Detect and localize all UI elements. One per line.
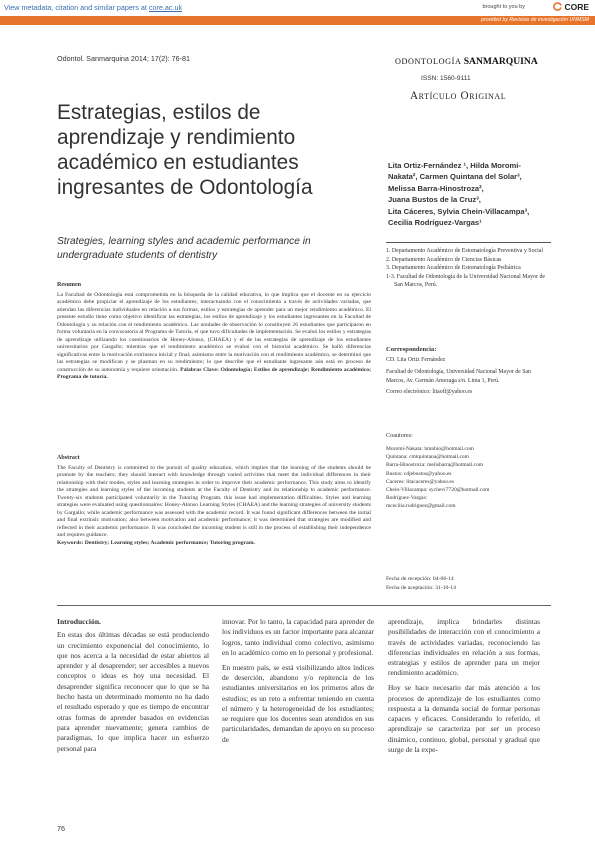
author-line: Juana Bustos de la Cruz³, [388, 195, 481, 205]
abstract-keywords-label: Keywords: [57, 539, 84, 546]
core-logo-text: CORE [564, 2, 589, 12]
core-header-bar [0, 0, 595, 16]
body-paragraph: aprendizaje, implica brindarles distintas posibilidades de interacción con el conocimiento a través de actividades variadas, reconociendo las diferencias individuales en relación a sus formas, estrategias y estilos de aprender para un mejor rendimiento académico. [388, 617, 540, 678]
correspondence-name: CD. Lita Ortiz Fernández [386, 357, 446, 363]
body-column-2 [222, 617, 374, 750]
core-metadata-link[interactable] [4, 3, 182, 12]
brought-to-you-label: brought to you by [482, 4, 525, 10]
coauthor-email[interactable]: Moromi-Nakata: hmnbio@hotmail.com [386, 446, 474, 452]
resumen-heading: Resumen [57, 282, 82, 288]
body-paragraph: innovar. Por lo tanto, la capacidad para aprender de los individuos es un factor importante para alcanzar logros, tanto individual como colectivo, asimismo en lo académico como en lo personal y profesional. [222, 617, 374, 657]
author-line: Lita Cáceres, Sylvia Chein-Villacampa³, [388, 206, 530, 216]
journal-name-part-a: ODONTOLOGÍA [395, 57, 464, 66]
introduction-heading: Introducción. [57, 617, 101, 626]
abstract-text [57, 465, 371, 547]
abstract-keywords-list: Dentistry; Learning styles; Academic performance; Tutoring program. [83, 539, 255, 546]
core-logo[interactable] [553, 2, 589, 12]
body-paragraph: Hoy se hace necesario dar más atención a los procesos de aprendizaje de los estudiantes como respuesta a la demanda social de formar personas capaces y eficaces. Considerando lo referido, el aprendizaje se caracteriza por ser un proceso dinámico, continuo, global, personal y gradual que surge de la expe- [388, 683, 540, 755]
correspondence-email[interactable]: Correo electrónico: litaoff@yahoo.es [386, 389, 473, 396]
correspondence-heading: Correspondencia: [386, 346, 437, 353]
author-list [388, 160, 548, 228]
affiliations [386, 242, 551, 290]
author-line: Melissa Barra-Hinostroza², [388, 183, 484, 193]
body-column-3 [388, 617, 540, 760]
journal-reference: Odontol. Sanmarquina 2014; 17(2): 76-81 [57, 54, 191, 63]
abstract-body: The Faculty of Dentistry is committed to the pursuit of quality education, which implies that the learning of the students should be promote by the teachers; they should interact with knowledge through varied activities that meet the individual differences in their relationship with their modes, styles and learning strategies in order to improve their academic performance. This study aims to identify the strategies and learning styles of the incoming students at the Faculty of Dentistry and its relationship to academic performance. Twenty-six students participated voluntarily in the Tutoring Program, this issue had implementation difficulties. Styles and learning strategies were evaluated using questionnaires: Honey-Alonso Learning Styles (CHAEA) and the learning strategies of university students by Gargallo; while academic performance was assessed with the academic record. It was found significant differences between the initial and final extrinsic motivation; also between motivation and academic performance; it was determined that strategies are modified and reflected in their academic performance. It was concluded the incoming student is still in the process of establishing their independence and requires guidance. [57, 465, 371, 539]
resumen-keywords-list: Odontología; Estilos de aprendizaje; Rendimiento académico; Programa de tutoría. [57, 366, 372, 380]
author-line: Nakata², Carmen Quintana del Solar³, [388, 172, 522, 182]
coauthor-email[interactable]: mcecilia.rodriguez@gmail.com [386, 503, 456, 510]
core-logo-icon [553, 2, 562, 11]
affiliation-item: 1-3. Facultad de Odontología de la Universidad Nacional Mayor de San Marcos, Perú. [386, 274, 546, 289]
resumen-text [57, 292, 371, 381]
journal-name-part-b: SANMARQUINA [463, 56, 538, 67]
journal-name [395, 56, 538, 67]
affiliation-item: 3. Departamento Académico de Estomatología Pediátrica [386, 265, 521, 272]
resumen-body: La Facultad de Odontología está comprometida en la búsqueda de la calidad educativa, lo que implica que el docente en su ejercicio académico debe propiciar el aprendizaje de los estudiantes; interactuando con el conocimiento a través de actividades variadas, que atiendan las diferencias individuales en relación a sus formas, estilos y estrategias de aprender para un mejor rendimiento académico. El presente estudio tiene como objetivo identificar las estrategias, los estilos de aprendizaje y los estudiantes ingresantes en la Facultad de Odontología y su relación con el rendimiento académico. Las unidades de observación lo constituyen 26 estudiantes que participaron en forma voluntaria en la convocatoria al Programa de Tutoría, el que tuvo dificultades de implementación. Se evaluó los estilos y estrategias de aprendizaje utilizando los cuestionarios de Honey-Alonso, (CHAEA) y el de las estrategias de aprendizaje de los estudiantes universitarios por Gargallo; mientras que el rendimiento académico se evaluó con el historial académico. Se halló diferencias significativas entre la motivación extrínseca inicial y final; asimismo entre la motivación con el rendimiento académico, se determinó que las estrategias se modifican y se plasman en su rendimiento; lo que describe que el estudiante ingresante aún está en proceso de construcción de su autonomía y requiere orientación. [57, 292, 371, 373]
coauthors-heading: Coautores: [386, 432, 413, 439]
article-dates [386, 575, 551, 593]
accepted-date: Fecha de aceptación: 31-10-14 [386, 585, 456, 591]
coauthor-email[interactable]: Barra-Hinostroza: melisbarra@hotmail.com [386, 462, 484, 469]
issn: ISSN: 1560-9111 [421, 75, 471, 82]
coauthor-email[interactable]: Bustos: cdjebustos@yahoo.es [386, 470, 452, 477]
coauthor-email[interactable]: Rodríguez-Vargas: [386, 495, 428, 502]
resumen-keywords-label: Palabras Clave: [180, 366, 219, 373]
coauthors [386, 445, 551, 511]
body-paragraph: En nuestro país, se está visibilizando altos índices de deserción, abandono y/o repitencia de los estudiantes universitarios en los primeros años de estudios; es un reto a enfrentar teniendo en cuenta el número y la heterogeneidad de los estudiantes; se requiere que los docentes sean atendidos en sus particularidades, demandan de apoyo en su proceso de [222, 662, 374, 744]
affiliation-item: 1. Departamento Académico de Estomatología Preventiva y Social [386, 248, 544, 254]
article-title-english: Strategies, learning styles and academic performance in undergraduate students of dentistry [57, 236, 311, 261]
correspondence [386, 356, 551, 397]
correspondence-address: Facultad de Odontología, Universidad Nacional Mayor de San Marcos, Av. Germán Amezaga s/n. Lima 1, Perú. [386, 368, 531, 384]
body-column-1 [57, 617, 209, 758]
core-link[interactable]: core.ac.uk [148, 3, 183, 12]
coauthor-email[interactable]: Caceres: litacaceres@yahoo.es [386, 478, 454, 485]
article-title: Estrategias, estilos de aprendizaje y rendimiento académico en estudiantes ingresantes de Odontología [57, 101, 313, 199]
coauthor-email[interactable]: Quintana: cmtquintana@hotmail.com [386, 454, 469, 461]
section-divider [57, 605, 551, 606]
provided-by-banner [0, 16, 595, 25]
provided-by-text[interactable]: provided by Revistas de investigación UNMSM [481, 17, 589, 23]
coauthor-email[interactable]: Chein-Villacampa: sychevi7720@hotmail.com [386, 487, 490, 494]
abstract-heading: Abstract [57, 455, 80, 461]
abstract-keywords [57, 540, 371, 547]
page-number: 76 [57, 824, 65, 833]
affiliation-item: 2. Departamento Académico de Ciencias Básicas [386, 256, 502, 263]
body-paragraph: En estas dos últimas décadas se está produciendo un crecimiento exponencial del conocimiento, lo que nos acerca a la necesidad de estar abiertos al aprender y al desaprender; ser accesibles a nuevos conceptos o ideas es hoy una necesidad. El desaprender significa reconocer que lo que se ha hecho hasta un determinado momento no ha dado el resultado esperado y que es tiempo de encontrar otras formas de aprender basados en evidencias para aprender nuevamente; genera cambios de paradigmas, lo que implica hacer un esfuerzo personal para [57, 630, 209, 753]
article-section: Artículo Original [410, 90, 507, 102]
author-line: Cecilia Rodríguez-Vargas¹ [388, 218, 482, 228]
core-link-prefix: View metadata, citation and similar papers at [4, 3, 149, 12]
author-line: Lita Ortiz-Fernández ¹, Hilda Moromi- [388, 161, 521, 170]
received-date: Fecha de recepción: 04-06-14 [386, 576, 454, 582]
